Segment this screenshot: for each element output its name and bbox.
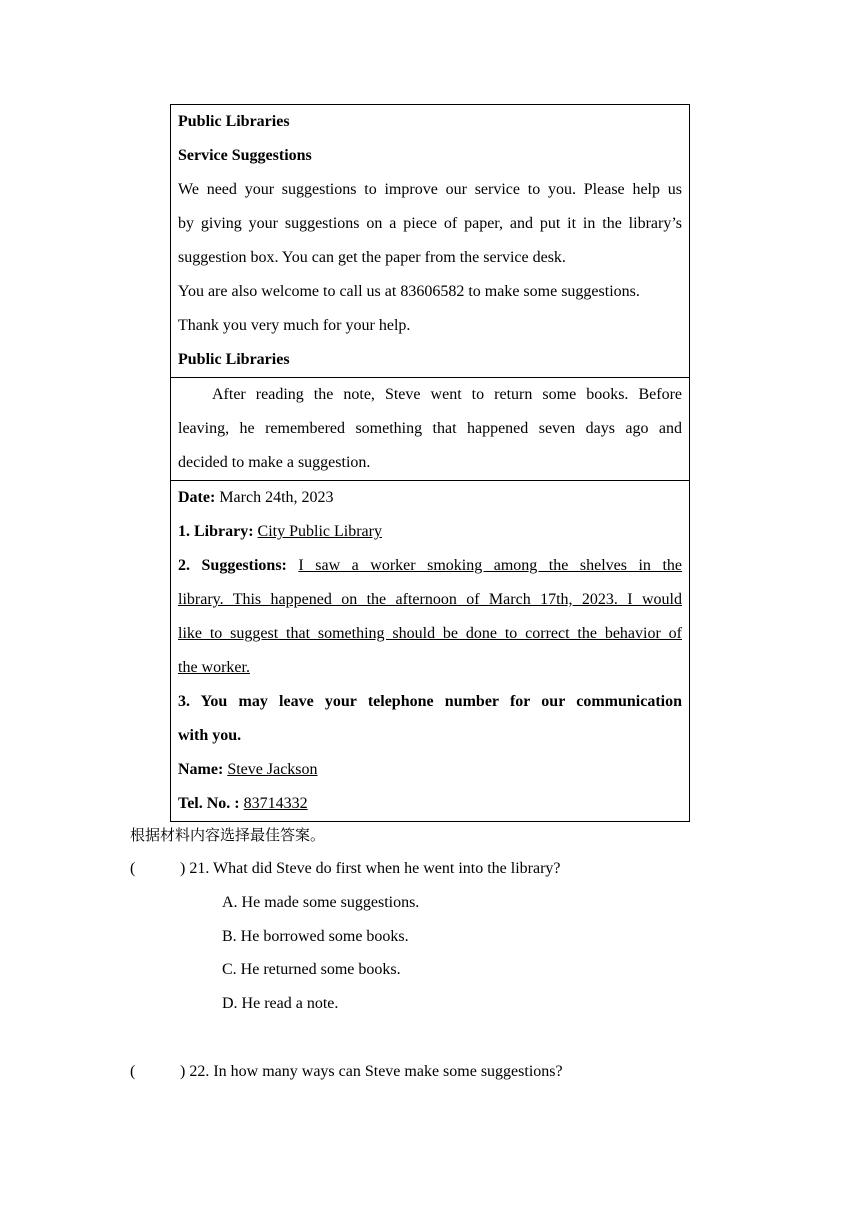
narration-line: After reading the note, Steve went to return some books. Before (212, 386, 682, 403)
library-label: 1. Library: (178, 523, 254, 540)
instruction: 根据材料内容选择最佳答案。 (130, 826, 326, 844)
notice-signature: Public Libraries (178, 351, 290, 368)
suggestion-text: library. This happened on the afternoon of March 17th, 2023. I would (178, 591, 682, 608)
notice-title: Public Libraries (178, 113, 290, 130)
suggestion-line (178, 583, 682, 617)
question-22 (130, 1055, 563, 1089)
name-label: Name: (178, 761, 224, 778)
suggestion-text: like to suggest that something should be done to correct the behavior of (178, 625, 682, 642)
notice-line: We need your suggestions to improve our service to you. Please help us (178, 181, 682, 198)
question-21 (130, 852, 561, 886)
suggestion-form-section (171, 480, 689, 821)
library-row (178, 515, 682, 549)
library-notice-box (170, 104, 690, 822)
question-text: ) 21. What did Steve do first when he went into the library? (180, 860, 561, 877)
narration-line: decided to make a suggestion. (178, 454, 371, 471)
name-value: Steve Jackson (227, 761, 318, 778)
notice-line: suggestion box. You can get the paper from the service desk. (178, 249, 566, 266)
phone-prompt-line: 3. You may leave your telephone number for our communication (178, 693, 682, 710)
notice-line: You are also welcome to call us at 83606582 to make some suggestions. (178, 283, 640, 300)
suggestion-text: the worker. (178, 659, 250, 676)
tel-value: 83714332 (243, 795, 308, 812)
notice-section (171, 105, 689, 377)
answer-blank-open: ( (130, 1063, 136, 1080)
notice-subtitle: Service Suggestions (178, 147, 312, 164)
narration-line: leaving, he remembered something that happened seven days ago and (178, 420, 682, 437)
tel-label: Tel. No. : (178, 795, 240, 812)
answer-blank-open: ( (130, 860, 136, 877)
suggestion-line (178, 617, 682, 651)
phone-prompt-line: with you. (178, 727, 242, 744)
date-label: Date: (178, 489, 216, 506)
tel-row (178, 787, 682, 821)
date-value: March 24th, 2023 (215, 489, 334, 506)
library-value: City Public Library (257, 523, 382, 540)
suggestion-line (178, 651, 682, 685)
suggestions-label: 2. Suggestions: (178, 557, 287, 574)
narration-section (171, 377, 689, 480)
option-a: A. He made some suggestions. (222, 894, 420, 911)
notice-line: by giving your suggestions on a piece of paper, and put it in the library’s (178, 215, 682, 232)
question-text: ) 22. In how many ways can Steve make some suggestions? (180, 1063, 563, 1080)
suggestion-line (178, 549, 682, 583)
option-d: D. He read a note. (222, 995, 339, 1012)
option-c: C. He returned some books. (222, 961, 401, 978)
suggestion-text: I saw a worker smoking among the shelves in the (298, 557, 683, 574)
date-row (178, 481, 682, 515)
name-row (178, 753, 682, 787)
notice-line: Thank you very much for your help. (178, 317, 411, 334)
option-b: B. He borrowed some books. (222, 928, 409, 945)
